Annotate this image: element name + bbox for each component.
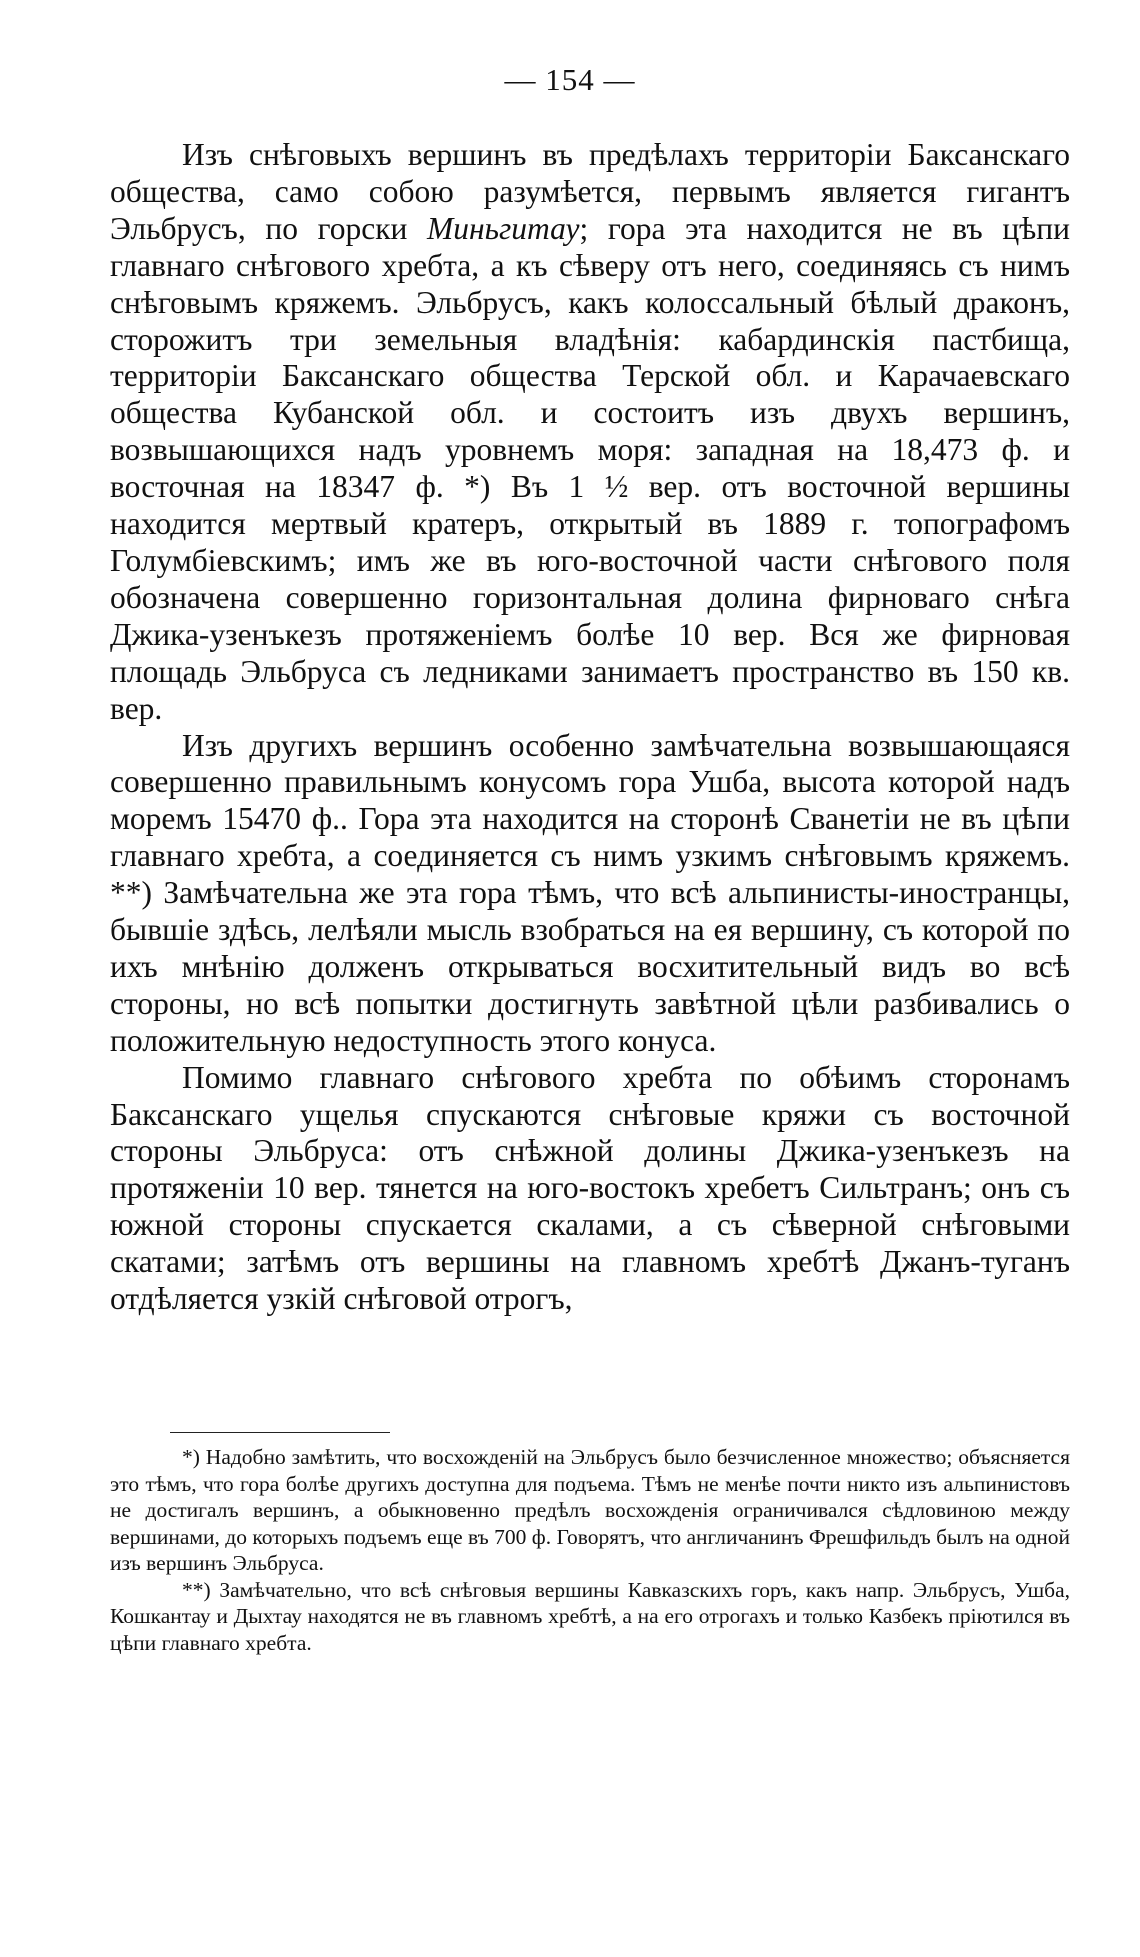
main-text [110, 137, 1070, 1318]
mingitau-italic: Миньгитау [427, 210, 580, 246]
footnote-1: *) Надобно замѣтить, что восхожденій на Эльбрусъ было безчисленное множество; объясняется это тѣмъ, что гора болѣе другихъ доступна для подъема. Тѣмъ не менѣе почти никто изъ альпинистовъ не достигалъ вершинъ, а обыкновенно предѣлъ восхожденія ограничивался сѣдловиною между вершинами, до которыхъ подъемъ еще въ 700 ф. Говорятъ, что англичанинъ Фрешфильдъ былъ на одной изъ вершинъ Эльбруса. [110, 1445, 1070, 1575]
paragraph-elbrus-text-end: ; гора эта находится не въ цѣпи главнаго снѣгового хребта, а къ сѣверу отъ него, соединяясь съ нимъ снѣговымъ кряжемъ. Эльбрусъ, какъ колоссальный бѣлый драконъ, сторожитъ три земельныя владѣнія: кабардинскія пастбища, территоріи Баксанскаго общества Терской обл. и Карачаевскаго общества Кубанской обл. и состоитъ изъ двухъ вершинъ, возвышающихся надъ уровнемъ моря: западная на 18,473 ф. и восточная на 18347 ф. *) Въ 1 ½ вер. отъ восточной вершины находится мертвый кратеръ, открытый въ 1889 г. топографомъ Голумбіевскимъ; имъ же въ юго-восточной части снѣгового поля обозначена совершенно горизонтальная долина фирноваго снѣга Джика-узенъкезъ протяженіемъ болѣе 10 вер. Вся же фирновая площадь Эльбруса съ ледниками занимаетъ пространство въ 150 кв. вер. [110, 210, 1071, 726]
paragraph-ridges: Помимо главнаго снѣгового хребта по обѣимъ сторонамъ Баксанскаго ущелья спускаются снѣговые кряжи съ восточной стороны Эльбруса: отъ снѣжной долины Джика-узенъкезъ на протяженіи 10 вер. тянется на юго-востокъ хребетъ Сильтранъ; онъ съ южной стороны спускается скалами, а съ сѣверной снѣговыми скатами; затѣмъ отъ вершины на главномъ хребтѣ Джанъ-туганъ отдѣляется узкій снѣговой отрогъ, [110, 1059, 1070, 1317]
footnotes [110, 1444, 1070, 1656]
page-number: — 154 — [504, 62, 636, 97]
paragraph-ushba: Изъ другихъ вершинъ особенно замѣчательна возвышающаяся совершенно правильнымъ конусомъ гора Ушба, высота которой надъ моремъ 15470 ф.. Гора эта находится на сторонѣ Сванетіи не въ цѣпи главнаго хребта, а соединяется съ нимъ узкимъ снѣговымъ кряжемъ. **) Замѣчательна же эта гора тѣмъ, что всѣ альпинисты-иностранцы, бывшіе здѣсь, лелѣяли мысль взобраться на ея вершину, съ которой по ихъ мнѣнію долженъ открываться восхитительный видъ во всѣ стороны, но всѣ попытки достигнуть завѣтной цѣли разбивались о положительную недоступность этого конуса. [110, 727, 1070, 1058]
paragraph-elbrus-text-start: Изъ снѣговыхъ вершинъ въ предѣлахъ территоріи Баксанскаго общества, само собою разумѣется, первымъ является гигантъ Эльбрусъ, по горски [110, 137, 1070, 246]
footnote-divider [170, 1432, 390, 1433]
footnote-2: **) Замѣчательно, что всѣ снѣговыя вершины Кавказскихъ горъ, какъ напр. Эльбрусъ, Ушба, Кошкантау и Дыхтау находятся не въ главномъ хребтѣ, а на его отрогахъ и только Казбекъ пріютился въ цѣпи главнаго хребта. [110, 1577, 1070, 1655]
paragraph-elbrus [110, 137, 1070, 728]
